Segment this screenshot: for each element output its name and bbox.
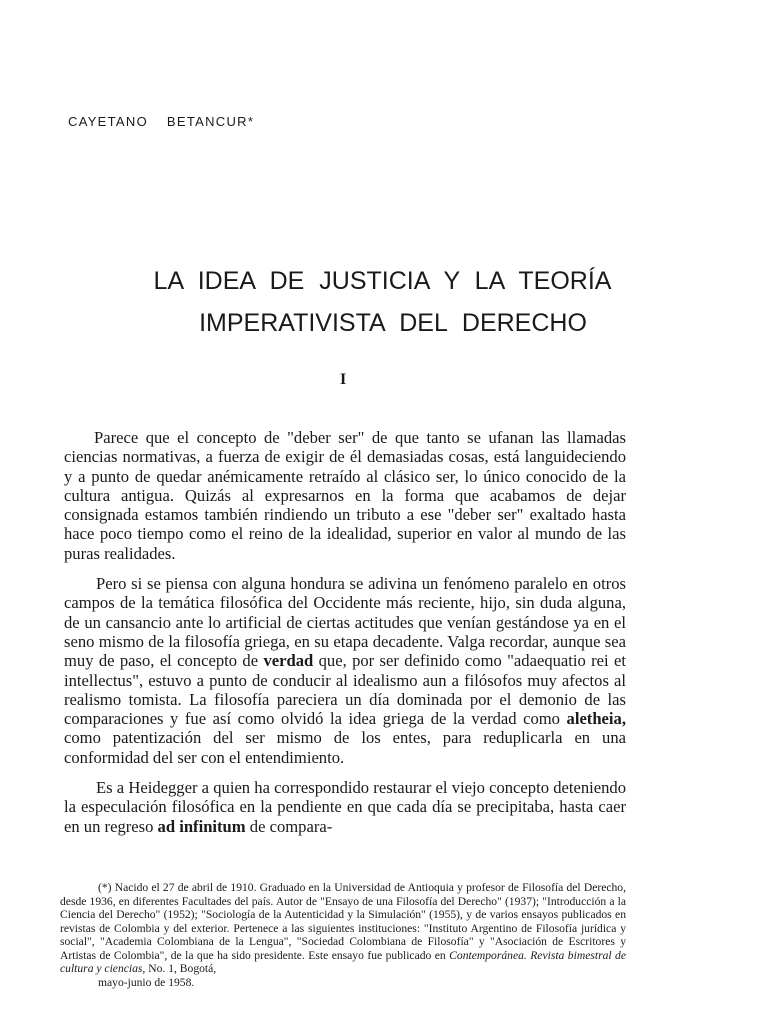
emphasis-verdad: verdad	[263, 651, 314, 671]
paragraph-3-part-b: de compara-	[249, 816, 333, 836]
section-number: I	[340, 371, 347, 388]
paragraph-2-part-a: Pero si se piensa con alguna hondura se adivina un fenómeno paralelo en otros campos de la temática filosófica del Occidente más reciente, hijo, sin duda alguna, de un cansancio ante lo artificial de ciertas actitudes que venían gestándose ya en el seno mismo de la filosofía griega, en su etapa decadente. Valga recordar, aunque sea muy de paso, el concepto de	[64, 574, 626, 671]
author-footnote	[60, 881, 626, 989]
paragraph-3-part-a: Es a Heidegger a quien ha correspondido restaurar el viejo concepto deteniendo la especulación filosófica en la pendiente en que cada día se precipitaba, hasta caer en un regreso	[64, 778, 626, 836]
article-title	[0, 260, 768, 344]
footnote-text: (*) Nacido el 27 de abril de 1910. Graduado en la Universidad de Antioquia y profesor de Filosofía del Derecho, desde 1936, en diferentes Facultades del país. Autor de "Ensayo de una Filosofía del Derecho" (1937); "Introducción a la Ciencia del Derecho" (1952); "Sociología de la Autenticidad y la Simulación" (1955), y de varios ensayos publicados en revistas de Colombia y del exterior. Pertenece a las siguientes instituciones: "Instituto Argentino de Filosofía jurídica y social", "Academia Colombiana de la Lengua", "Sociedad Colombiana de Filosofía" y "Asociación de Escritores y Artistas de Colombia", de la que ha sido presidente. Este ensayo fue publicado en	[60, 881, 626, 962]
paragraph-1: Parece que el concepto de "deber ser" de que tanto se ufanan las llamadas ciencias normativas, a fuerza de exigir de él demasiadas cosas, está languideciendo y a punto de quedar anémicamente retraído al clásico ser, lo único conocido de la cultura antigua. Quizás al expresarnos en la forma que acabamos de dejar consignada estamos también rindiendo un tributo a ese "deber ser" exaltado hasta hace poco tiempo como el reino de la idealidad, superior en valor al mundo de las puras realidades.	[64, 428, 626, 563]
footnote-date: mayo-junio de 1958.	[98, 975, 195, 989]
article-body	[64, 428, 626, 847]
paragraph-2	[64, 574, 626, 767]
footnote-issue: No. 1, Bogotá,	[148, 962, 217, 975]
paragraph-2-part-b: que, por ser definido como "adaequatio rei et intellectus", estuvo a punto de conducir al idealismo aun a filósofos muy afectos al realismo tomista. La filosofía pareciera un día dominada por el demonio de las comparaciones y fue así como olvidó la idea griega de la verdad como	[64, 651, 626, 729]
author-name: CAYETANO BETANCUR*	[68, 114, 255, 129]
footnote-journal: Contemporánea. Revista bimestral de cultura y ciencias,	[60, 948, 626, 975]
paragraph-3	[64, 778, 626, 836]
title-line-2: IMPERATIVISTA DEL DERECHO	[199, 309, 587, 337]
emphasis-aletheia: aletheia,	[566, 709, 626, 729]
emphasis-ad-infinitum: ad infinitum	[157, 816, 246, 836]
paragraph-2-part-c: como patentización del ser mismo de los entes, para reduplicarla en una conformidad del ser con el entendimiento.	[64, 728, 626, 767]
footnote-paragraph	[60, 881, 626, 989]
title-line-1: LA IDEA DE JUSTICIA Y LA TEORÍA	[153, 267, 612, 295]
